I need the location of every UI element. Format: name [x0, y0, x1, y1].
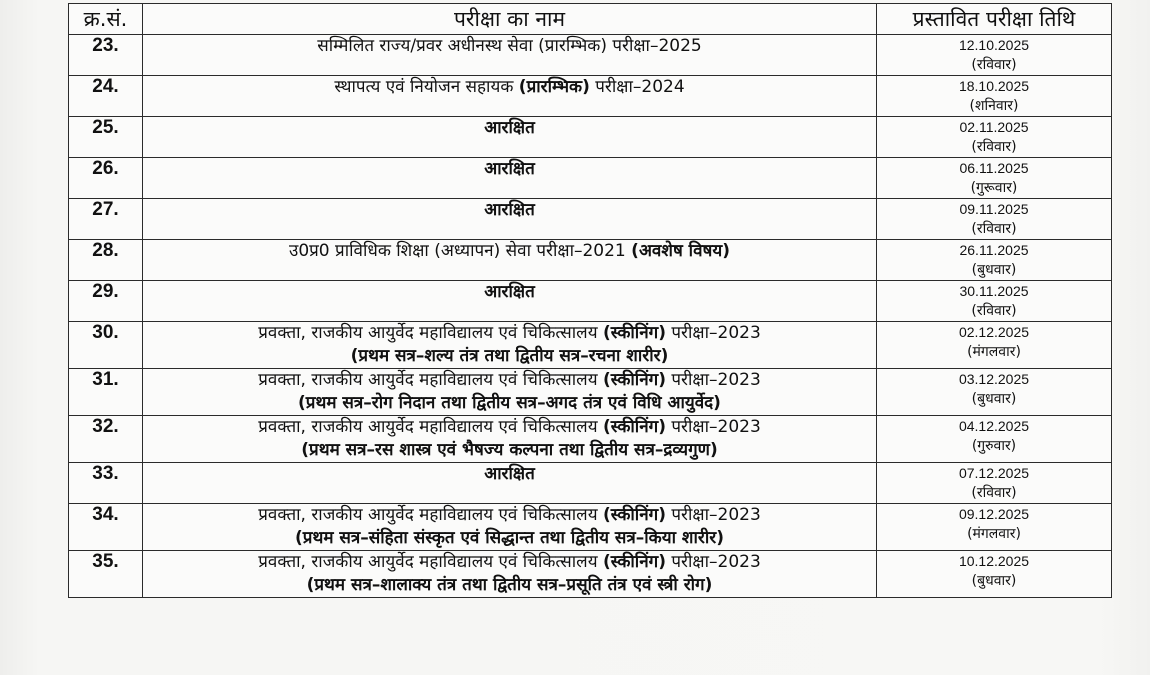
weekday: (बुधवार) — [971, 262, 1017, 278]
exam-name-bold: आरक्षित — [484, 159, 535, 179]
exam-date — [877, 158, 1112, 199]
weekday: (रविवार) — [971, 57, 1017, 73]
exam-schedule-table — [68, 3, 1112, 598]
date-value: 06.11.2025 — [959, 160, 1029, 176]
date-value: 02.12.2025 — [958, 324, 1030, 340]
date-value: 30.11.2025 — [959, 283, 1029, 299]
exam-name-bold: (स्कीनिंग) — [602, 323, 666, 343]
exam-name-suffix: परीक्षा–2023 — [666, 323, 761, 343]
exam-session-details: (प्रथम सत्र–संहिता संस्कृत एवं सिद्धान्त तथा द्वितीय सत्र–किया शारीर) — [295, 528, 724, 548]
exam-session-details: (प्रथम सत्र–शालाक्य तंत्र तथा द्वितीय सत्र–प्रसूति तंत्र एवं स्त्री रोग) — [306, 575, 713, 595]
exam-name-bold: आरक्षित — [484, 464, 535, 484]
exam-name-bold: (प्रारम्भिक) — [518, 77, 590, 97]
exam-name-bold: आरक्षित — [484, 200, 535, 220]
exam-name-suffix: परीक्षा–2023 — [666, 552, 761, 572]
exam-name-bold: (स्कीनिंग) — [602, 552, 666, 572]
exam-name-bold: आरक्षित — [484, 282, 535, 302]
table-row — [69, 281, 1112, 322]
serial-number: 35. — [69, 551, 143, 598]
exam-name-bold: (स्कीनिंग) — [602, 417, 666, 437]
exam-name — [143, 369, 877, 416]
exam-name — [143, 463, 877, 504]
exam-session-details: (प्रथम सत्र–शल्य तंत्र तथा द्वितीय सत्र–रचना शारीर) — [350, 346, 669, 366]
header-exam-name: परीक्षा का नाम — [143, 4, 877, 35]
date-value: 26.11.2025 — [959, 242, 1029, 258]
table-row — [69, 199, 1112, 240]
exam-date — [877, 369, 1112, 416]
date-value: 07.12.2025 — [958, 465, 1030, 481]
exam-name-text: प्रवक्ता, राजकीय आयुर्वेद महाविद्यालय एवं चिकित्सालय — [258, 370, 603, 390]
weekday: (रविवार) — [971, 221, 1017, 237]
exam-name — [143, 35, 877, 76]
table-row — [69, 551, 1112, 598]
exam-name-bold: (अवशेष विषय) — [631, 241, 730, 261]
exam-name-text: प्रवक्ता, राजकीय आयुर्वेद महाविद्यालय एवं चिकित्सालय — [258, 552, 603, 572]
serial-number: 30. — [69, 322, 143, 369]
exam-name — [143, 240, 877, 281]
weekday: (गुरूवार) — [970, 180, 1018, 196]
table-row — [69, 240, 1112, 281]
exam-date — [877, 240, 1112, 281]
exam-name-text: सम्मिलित राज्य/प्रवर अधीनस्थ सेवा (प्रारम्भिक) परीक्षा–2025 — [317, 36, 702, 56]
serial-number: 34. — [69, 504, 143, 551]
serial-number: 28. — [69, 240, 143, 281]
serial-number: 26. — [69, 158, 143, 199]
exam-date — [877, 322, 1112, 369]
exam-name — [143, 281, 877, 322]
serial-number: 33. — [69, 463, 143, 504]
table-row — [69, 35, 1112, 76]
serial-number: 25. — [69, 117, 143, 158]
table-header-row — [69, 4, 1112, 35]
serial-number: 32. — [69, 416, 143, 463]
exam-date — [877, 281, 1112, 322]
table-row — [69, 463, 1112, 504]
exam-name-suffix: परीक्षा–2023 — [666, 370, 761, 390]
exam-name — [143, 416, 877, 463]
weekday: (रविवार) — [971, 139, 1017, 155]
weekday: (बुधवार) — [971, 573, 1017, 589]
exam-date — [877, 117, 1112, 158]
exam-date — [877, 416, 1112, 463]
exam-name-bold: (स्कीनिंग) — [602, 370, 666, 390]
exam-date — [877, 504, 1112, 551]
exam-name-suffix: परीक्षा–2024 — [589, 77, 685, 97]
serial-number: 23. — [69, 35, 143, 76]
date-value: 12.10.2025 — [958, 37, 1030, 53]
header-proposed-date: प्रस्तावित परीक्षा तिथि — [877, 4, 1112, 35]
weekday: (शनिवार) — [969, 98, 1019, 114]
exam-name — [143, 504, 877, 551]
table-row — [69, 369, 1112, 416]
exam-name-text: उ0प्र0 प्राविधिक शिक्षा (अध्यापन) सेवा परीक्षा–2021 — [289, 241, 632, 261]
exam-name-text: प्रवक्ता, राजकीय आयुर्वेद महाविद्यालय एवं चिकित्सालय — [258, 505, 603, 525]
weekday: (गुरुवार) — [971, 438, 1017, 454]
exam-name-text: स्थापत्य एवं नियोजन सहायक — [334, 77, 519, 97]
exam-name — [143, 76, 877, 117]
exam-session-details: (प्रथम सत्र–रस शास्त्र एवं भैषज्य कल्पना तथा द्वितीय सत्र–द्रव्यगुण) — [301, 440, 718, 460]
exam-date — [877, 551, 1112, 598]
date-value: 10.12.2025 — [958, 553, 1030, 569]
exam-name — [143, 551, 877, 598]
table-row — [69, 158, 1112, 199]
header-serial: क्र.सं. — [69, 4, 143, 35]
exam-name-suffix: परीक्षा–2023 — [666, 417, 761, 437]
serial-number: 24. — [69, 76, 143, 117]
exam-name-text: प्रवक्ता, राजकीय आयुर्वेद महाविद्यालय एवं चिकित्सालय — [258, 323, 603, 343]
exam-name-text: प्रवक्ता, राजकीय आयुर्वेद महाविद्यालय एवं चिकित्सालय — [258, 417, 603, 437]
weekday: (रविवार) — [971, 485, 1017, 501]
weekday: (बुधवार) — [971, 391, 1017, 407]
exam-name-bold: आरक्षित — [484, 118, 535, 138]
exam-name-bold: (स्कीनिंग) — [602, 505, 666, 525]
date-value: 18.10.2025 — [958, 78, 1030, 94]
weekday: (मंगलवार) — [967, 344, 1021, 360]
serial-number: 29. — [69, 281, 143, 322]
table-row — [69, 117, 1112, 158]
date-value: 09.12.2025 — [958, 506, 1030, 522]
date-value: 09.11.2025 — [959, 201, 1029, 217]
exam-name-suffix: परीक्षा–2023 — [666, 505, 761, 525]
weekday: (मंगलवार) — [967, 526, 1021, 542]
exam-date — [877, 76, 1112, 117]
weekday: (रविवार) — [971, 303, 1017, 319]
table-row — [69, 416, 1112, 463]
table-row — [69, 322, 1112, 369]
exam-date — [877, 35, 1112, 76]
exam-session-details: (प्रथम सत्र–रोग निदान तथा द्वितीय सत्र–अगद तंत्र एवं विधि आयुर्वेद) — [298, 393, 721, 413]
exam-name — [143, 322, 877, 369]
date-value: 03.12.2025 — [958, 371, 1030, 387]
exam-name — [143, 199, 877, 240]
serial-number: 31. — [69, 369, 143, 416]
date-value: 04.12.2025 — [958, 418, 1030, 434]
exam-date — [877, 199, 1112, 240]
table-row — [69, 504, 1112, 551]
table-row — [69, 76, 1112, 117]
date-value: 02.11.2025 — [959, 119, 1029, 135]
serial-number: 27. — [69, 199, 143, 240]
exam-date — [877, 463, 1112, 504]
exam-name — [143, 117, 877, 158]
exam-name — [143, 158, 877, 199]
